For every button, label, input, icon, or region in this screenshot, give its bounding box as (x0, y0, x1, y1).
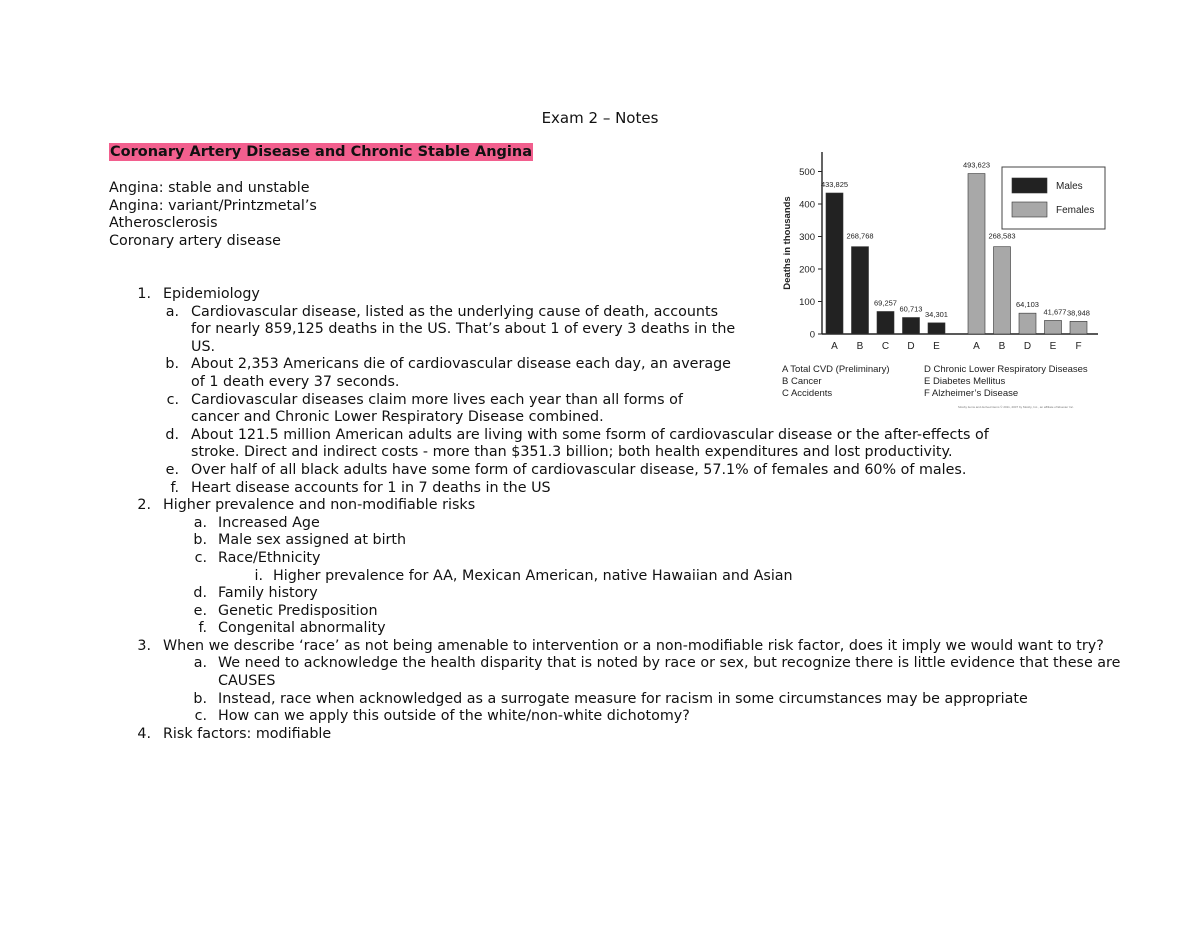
outline-letter: a. (165, 303, 179, 320)
topic-list (109, 180, 317, 250)
category-key-entry: C Accidents (782, 388, 833, 399)
topic-item: Angina: stable and unstable (109, 180, 310, 196)
outline-subtext: Cardiovascular diseases claim more lives each year than all forms of cancer and Chronic Lower Respiratory Disease combined. (191, 391, 683, 426)
outline-text: Risk factors: modifiable (163, 725, 332, 742)
y-tick-label: 300 (799, 232, 815, 243)
x-tick-label: D (1023, 341, 1032, 352)
outline-text: When we describe ‘race’ as not being amenable to intervention or a non-modifiable risk factor, does it imply we would want to try? (163, 637, 1104, 654)
outline-subitem (109, 532, 1109, 550)
legend-swatch (1012, 178, 1047, 193)
outline-subitem (109, 655, 1178, 690)
outline-letter: c. (194, 549, 207, 566)
y-tick-label: 400 (799, 199, 815, 211)
category-key-entry: B Cancer (782, 376, 822, 387)
x-tick-label: B (856, 341, 864, 352)
outline-letter: e. (193, 602, 207, 619)
outline-letter: a. (193, 655, 207, 672)
outline-text: Epidemiology (163, 286, 260, 302)
bar-females-F (1070, 321, 1087, 334)
topic-item: Coronary artery disease (109, 232, 281, 249)
x-tick-label: E (1049, 341, 1057, 352)
category-key-entry: A Total CVD (Preliminary) (782, 364, 890, 375)
bar-females-B (994, 247, 1011, 334)
legend-swatch (1012, 202, 1047, 217)
legend-box (1002, 167, 1105, 229)
x-tick-label: A (973, 341, 980, 352)
bar-value-label: 34,301 (925, 309, 948, 319)
category-key-entry: F Alzheimer’s Disease (924, 388, 1019, 399)
outline-subtext: About 2,353 Americans die of cardiovascular disease each day, an average of 1 death every 37 seconds. (191, 356, 731, 390)
outline-subitem (109, 691, 1200, 709)
outline-subitem (109, 304, 741, 357)
outline-text: Higher prevalence and non-modifiable risks (163, 497, 476, 514)
bar-value-label: 268,583 (988, 231, 1016, 241)
outline-item (109, 726, 1109, 744)
outline-item (109, 497, 1109, 515)
topic-item: Atherosclerosis (109, 215, 218, 231)
outline-subitem (109, 356, 731, 391)
bar-males-A (826, 193, 843, 334)
outline-subitem (109, 603, 1109, 621)
outline-subitem (109, 550, 1109, 568)
bar-value-label: 69,257 (874, 298, 897, 308)
outline-subtext: Increased Age (218, 514, 320, 531)
outline-subtext: Cardiovascular disease, listed as the underlying cause of death, accounts for nearly 859,125 deaths in the US. That’s about 1 of every 3 deaths in the US. (191, 303, 736, 355)
y-tick-label: 500 (799, 167, 815, 178)
outline-letter: b. (193, 690, 207, 707)
category-key-entry: D Chronic Lower Respiratory Diseases (924, 364, 1088, 375)
outline-subtext: Male sex assigned at birth (218, 532, 407, 549)
y-tick-label: 0 (809, 329, 815, 341)
bar-value-label: 64,103 (1016, 300, 1039, 310)
outline-subtext: About 121.5 million American adults are living with some fsorm of cardiovascular disease or the after-effects of stroke. Direct and indirect costs - more than $351.3 billion; both health expenditures and lost productivity. (191, 426, 989, 461)
bar-value-label: 433,825 (820, 180, 849, 190)
x-tick-label: F (1075, 341, 1082, 352)
outline-subitem (109, 620, 1109, 638)
bar-males-B (852, 247, 869, 334)
outline-subitem (109, 515, 1109, 533)
bar-value-label: 268,768 (846, 231, 874, 241)
outline-subitem (109, 392, 721, 427)
bar-males-E (928, 323, 945, 334)
outline-subsubtext: Higher prevalence for AA, Mexican American, native Hawaiian and Asian (273, 567, 793, 584)
legend-label: Females (1056, 205, 1095, 216)
bar-value-label: 41,677 (1043, 307, 1067, 317)
outline-letter: f. (170, 479, 179, 496)
outline-letter: c. (166, 391, 179, 408)
x-tick-label: C (881, 341, 890, 352)
y-axis-title: Deaths in thousands (782, 196, 793, 290)
document-title: Exam 2 – Notes (541, 109, 659, 127)
figure-credit: Mosby items and derived items © 2011, 2007 by Mosby, Inc., an affiliate of Elsevier Inc. (958, 405, 1074, 409)
chart-category-key (782, 364, 1088, 409)
outline-subtext: Family history (218, 585, 318, 602)
bar-females-A (968, 174, 985, 334)
outline-letter: e. (165, 461, 179, 478)
outline-number: 1. (137, 286, 151, 302)
y-tick-label: 200 (799, 264, 815, 276)
outline-subtext: We need to acknowledge the health disparity that is noted by race or sex, but recognize there is little evidence that these are CAUSES (218, 655, 1121, 690)
category-key-entry: E Diabetes Mellitus (924, 376, 1006, 387)
x-tick-label: B (998, 341, 1006, 352)
outline-subitem (109, 462, 1151, 480)
outline-number: 2. (137, 497, 151, 514)
outline-subsubitem (109, 568, 1109, 586)
outline-letter: f. (198, 620, 207, 637)
outline-subtext: Race/Ethnicity (218, 549, 321, 566)
outline-number: 4. (137, 725, 151, 742)
bar-males-D (903, 318, 920, 334)
topic-item: Angina: variant/Printzmetal’s (109, 197, 317, 214)
outline-subtext: Heart disease accounts for 1 in 7 deaths in the US (191, 479, 551, 496)
chart-legend (1002, 167, 1105, 229)
x-tick-label: A (831, 341, 838, 352)
outline-letter: d. (165, 426, 179, 443)
outline-subtext: Genetic Predisposition (218, 602, 378, 619)
outline-number: 3. (137, 637, 151, 654)
x-tick-label: E (933, 341, 940, 352)
outline-subitem (109, 427, 1041, 462)
outline-subitem (109, 585, 1109, 603)
y-tick-label: 100 (799, 297, 815, 308)
outline-item (109, 638, 1123, 656)
bar-value-label: 60,713 (899, 304, 923, 314)
bar-females-D (1019, 313, 1036, 334)
outline-letter: c. (194, 708, 207, 725)
outline-subtext: Congenital abnormality (218, 620, 386, 637)
bar-females-E (1045, 320, 1062, 334)
outline-letter: a. (193, 514, 207, 531)
outline-subtext: How can we apply this outside of the white/non-white dichotomy? (218, 708, 690, 725)
bar-value-label: 493,623 (962, 160, 991, 170)
outline-subtext: Instead, race when acknowledged as a surrogate measure for racism in some circumstances may be appropriate (218, 690, 1028, 707)
x-tick-label: D (907, 341, 915, 352)
section-heading: Coronary Artery Disease and Chronic Stable Angina (110, 144, 532, 160)
outline-letter: d. (193, 585, 207, 602)
outline-subitem (109, 480, 1109, 498)
deaths-bar-chart (776, 148, 1106, 410)
outline-letter: b. (193, 532, 207, 549)
outline-letter: b. (165, 356, 179, 373)
outline-subitem (109, 708, 1109, 726)
outline-subtext: Over half of all black adults have some form of cardiovascular disease, 57.1% of females and 60% of males. (191, 461, 967, 478)
outline-roman: i. (254, 567, 263, 584)
bar-males-C (877, 311, 894, 334)
bar-value-label: 38,948 (1067, 308, 1090, 318)
legend-label: Males (1056, 181, 1083, 192)
